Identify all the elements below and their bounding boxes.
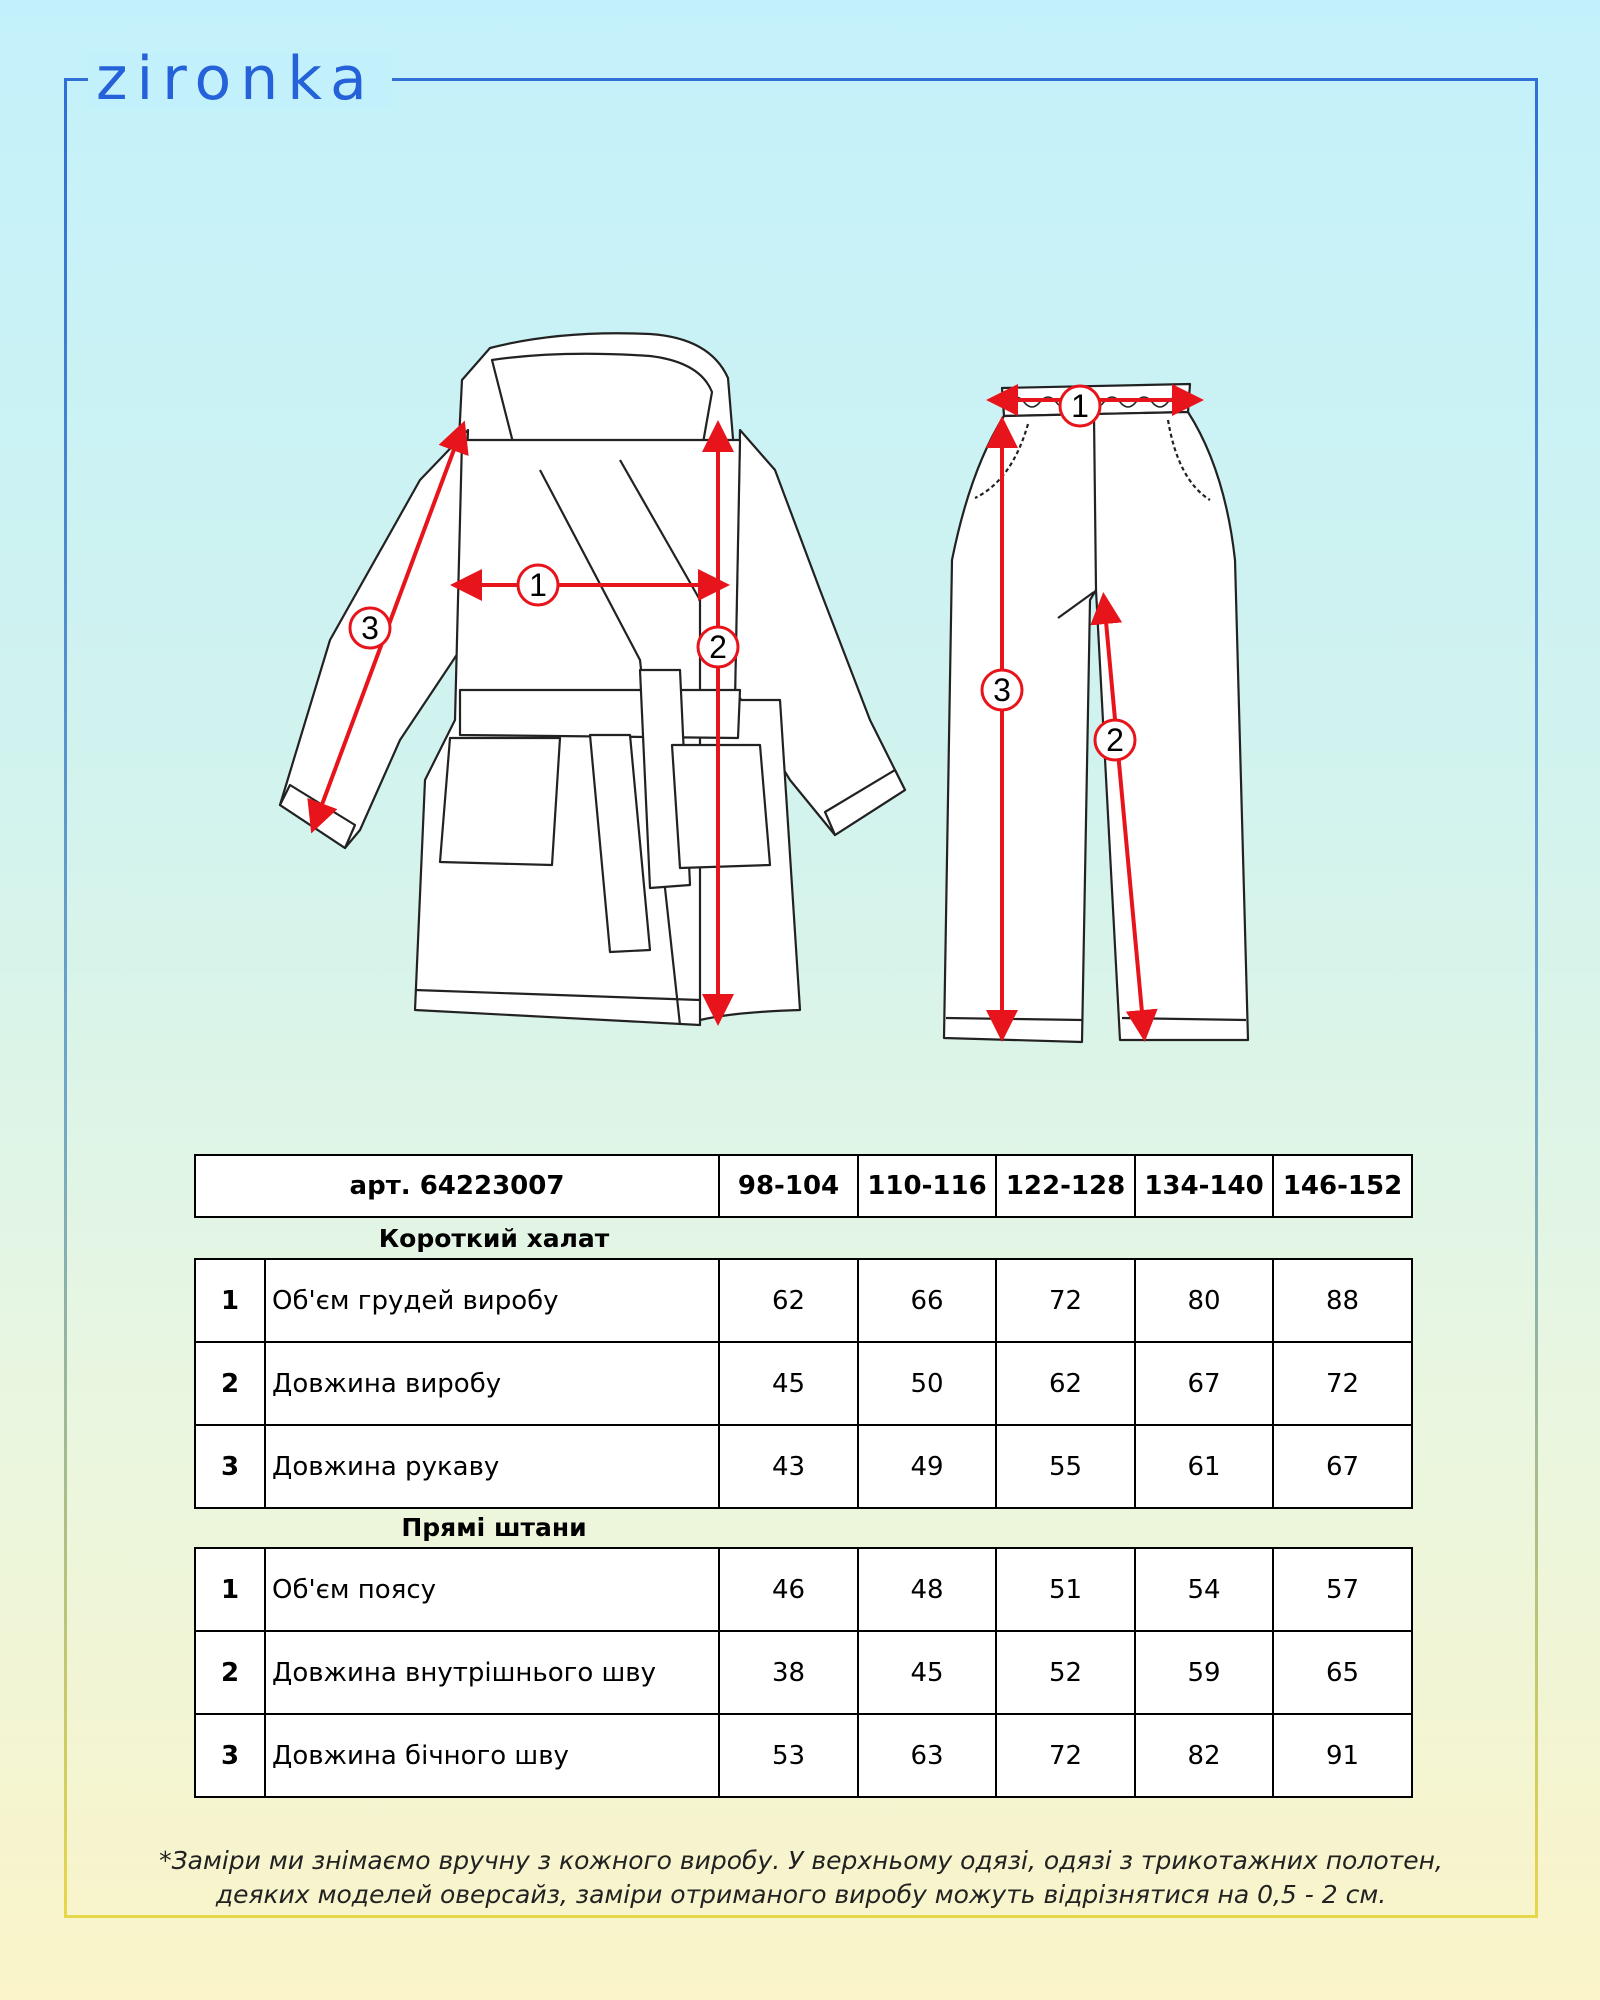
row-number: 3 xyxy=(195,1425,265,1508)
table-cell: 72 xyxy=(1273,1342,1412,1425)
table-cell: 45 xyxy=(719,1342,858,1425)
table-cell: 51 xyxy=(996,1548,1135,1631)
table-cell: 45 xyxy=(858,1631,996,1714)
table-cell: 38 xyxy=(719,1631,858,1714)
section-title-robe: Короткий халат xyxy=(378,1224,610,1253)
table-cell: 62 xyxy=(719,1259,858,1342)
svg-text:3: 3 xyxy=(993,672,1011,708)
robe-label-2 xyxy=(698,627,738,667)
size-header-row xyxy=(195,1155,1412,1217)
footnote-line: деяких моделей оверсайз, заміри отриманого виробу можуть відрізнятися на 0,5 - 2 см. xyxy=(215,1880,1387,1909)
row-parameter: Об'єм поясу xyxy=(265,1548,719,1631)
size-column-header: 122-128 xyxy=(996,1155,1135,1217)
table-cell: 62 xyxy=(996,1342,1135,1425)
svg-text:2: 2 xyxy=(709,629,727,665)
row-number: 2 xyxy=(195,1342,265,1425)
table-row xyxy=(195,1714,1412,1797)
table-cell: 48 xyxy=(858,1548,996,1631)
svg-text:1: 1 xyxy=(1071,388,1089,424)
pants-size-table xyxy=(194,1547,1413,1798)
size-column-header: 110-116 xyxy=(858,1155,996,1217)
size-column-header: 146-152 xyxy=(1273,1155,1412,1217)
row-number: 3 xyxy=(195,1714,265,1797)
table-cell: 88 xyxy=(1273,1259,1412,1342)
pants-label-1 xyxy=(1060,386,1100,426)
table-cell: 46 xyxy=(719,1548,858,1631)
table-cell: 54 xyxy=(1135,1548,1273,1631)
pants-drawing xyxy=(944,384,1248,1042)
measurement-footnote xyxy=(64,1844,1538,1912)
table-cell: 61 xyxy=(1135,1425,1273,1508)
table-row xyxy=(195,1259,1412,1342)
size-column-header: 134-140 xyxy=(1135,1155,1273,1217)
robe-size-table xyxy=(194,1258,1413,1509)
table-cell: 55 xyxy=(996,1425,1135,1508)
row-parameter: Довжина виробу xyxy=(265,1342,719,1425)
table-cell: 67 xyxy=(1135,1342,1273,1425)
pants-label-3 xyxy=(982,670,1022,710)
row-number: 1 xyxy=(195,1259,265,1342)
row-number: 2 xyxy=(195,1631,265,1714)
article-number: арт. 64223007 xyxy=(195,1155,719,1217)
table-cell: 49 xyxy=(858,1425,996,1508)
table-cell: 91 xyxy=(1273,1714,1412,1797)
table-cell: 80 xyxy=(1135,1259,1273,1342)
table-row xyxy=(195,1631,1412,1714)
row-parameter: Об'єм грудей виробу xyxy=(265,1259,719,1342)
table-cell: 50 xyxy=(858,1342,996,1425)
row-parameter: Довжина рукаву xyxy=(265,1425,719,1508)
svg-text:2: 2 xyxy=(1106,722,1124,758)
table-cell: 57 xyxy=(1273,1548,1412,1631)
row-parameter: Довжина бічного шву xyxy=(265,1714,719,1797)
svg-text:1: 1 xyxy=(529,567,547,603)
robe-label-3 xyxy=(350,608,390,648)
size-column-header: 98-104 xyxy=(719,1155,858,1217)
table-cell: 43 xyxy=(719,1425,858,1508)
robe-label-1 xyxy=(518,565,558,605)
robe-left-pocket xyxy=(440,738,560,865)
section-title-pants: Прямі штани xyxy=(401,1513,587,1542)
table-row xyxy=(195,1548,1412,1631)
table-cell: 59 xyxy=(1135,1631,1273,1714)
table-cell: 82 xyxy=(1135,1714,1273,1797)
table-cell: 53 xyxy=(719,1714,858,1797)
table-cell: 52 xyxy=(996,1631,1135,1714)
row-parameter: Довжина внутрішнього шву xyxy=(265,1631,719,1714)
table-cell: 66 xyxy=(858,1259,996,1342)
robe-drawing xyxy=(280,333,905,1025)
svg-text:3: 3 xyxy=(361,610,379,646)
table-cell: 72 xyxy=(996,1259,1135,1342)
brand-logo: zironka xyxy=(96,44,376,114)
footnote-line: *Заміри ми знімаємо вручну з кожного виробу. У верхньому одязі, одязі з трикотажних полотен, xyxy=(159,1846,1443,1875)
robe-belt xyxy=(460,690,740,738)
size-header-table xyxy=(194,1154,1413,1218)
robe-right-pocket xyxy=(672,745,770,868)
row-number: 1 xyxy=(195,1548,265,1631)
table-row xyxy=(195,1425,1412,1508)
table-cell: 72 xyxy=(996,1714,1135,1797)
table-row xyxy=(195,1342,1412,1425)
table-cell: 63 xyxy=(858,1714,996,1797)
table-cell: 65 xyxy=(1273,1631,1412,1714)
table-cell: 67 xyxy=(1273,1425,1412,1508)
pants-label-2 xyxy=(1095,720,1135,760)
